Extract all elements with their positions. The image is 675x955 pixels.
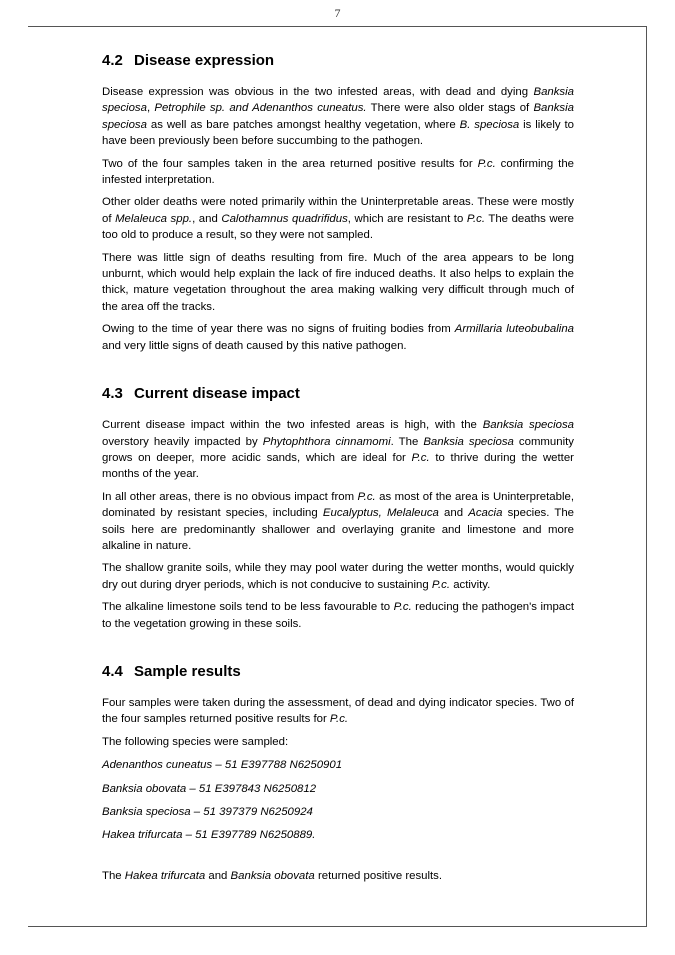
text-run: as most of the area is Uninterpretable, dominated by resistant species, including [102, 490, 574, 520]
sample-item [102, 804, 574, 820]
sample-text: Adenanthos cuneatus – 51 E397788 N6250901 [102, 759, 343, 772]
text-run: The [102, 869, 125, 882]
italic-run: Banksia speciosa [102, 102, 574, 131]
text-run: confirming the infested interpretation. [102, 157, 574, 187]
text-run: The deaths were too old to produce a result, so they were not sampled. [102, 212, 575, 242]
text-run: and [438, 507, 469, 520]
italic-run: Banksia obovata [230, 869, 315, 882]
italic-run: P.c. [477, 157, 496, 170]
text-run: Current disease impact within the two infested areas is high, with the [102, 419, 483, 432]
closing-paragraph [102, 868, 574, 884]
paragraph [102, 695, 574, 728]
section-heading [102, 385, 574, 403]
paragraph [102, 417, 574, 483]
text-run: The shallow granite soils, while they may pool water during the wetter months, would quickly dry out during dryer periods, which is not conducive to sustaining [102, 562, 574, 591]
italic-run: Eucalyptus, Melaleuca [322, 507, 439, 520]
italic-run: B. speciosa [459, 118, 520, 131]
italic-run: Armillaria luteobubalina [454, 323, 574, 336]
paragraph [102, 560, 574, 593]
italic-run: Acacia [468, 507, 503, 520]
sample-text: Banksia obovata – 51 E397843 N6250812 [102, 782, 317, 795]
italic-run: Banksia speciosa [423, 435, 514, 448]
paragraph [102, 194, 574, 243]
paragraph [102, 321, 574, 354]
italic-run: P.c. [329, 713, 349, 726]
paragraph [102, 84, 574, 150]
section-current-disease-impact [102, 385, 574, 632]
text-run: In all other areas, there is no obvious impact from [102, 490, 358, 503]
text-run: community grows on deeper, more acidic sands, which are ideal for [102, 435, 574, 464]
section-number: 4.2 [102, 52, 123, 69]
text-run: , and [192, 212, 222, 225]
italic-run: P.c. [411, 451, 430, 464]
text-run: , [146, 102, 155, 115]
paragraph [102, 156, 574, 189]
italic-run: Banksia speciosa [482, 419, 574, 432]
text-run: overstory heavily impacted by [102, 435, 263, 448]
text-run: activity. [450, 578, 491, 591]
section-title: Disease expression [134, 52, 275, 69]
sample-text: Hakea trifurcata – 51 E397789 N6250889. [102, 829, 316, 842]
section-heading [102, 663, 574, 681]
text-run: as well as bare patches amongst healthy vegetation, where [146, 118, 460, 131]
text-run: Two of the four samples taken in the area returned positive results for [102, 157, 478, 170]
section-sample-results [102, 663, 574, 884]
italic-run: P.c. [357, 490, 376, 503]
paragraph [102, 489, 574, 555]
text-run: Other older deaths were noted primarily within the Uninterpretable areas. These were mostly of [102, 196, 574, 225]
italic-run: P.c. [466, 212, 486, 225]
italic-run: P.c. [431, 578, 451, 591]
text-run: . The [390, 435, 424, 448]
text-run: and [205, 869, 231, 882]
document-body [102, 52, 574, 884]
text-run: Four samples were taken during the assessment, of dead and dying indicator species. Two of the four samples returned positive results for [102, 696, 574, 726]
italic-run: P.c. [393, 601, 412, 614]
paragraph [102, 250, 574, 316]
italic-run: Hakea trifurcata [124, 869, 206, 882]
text-run: The following species were sampled: [102, 735, 289, 748]
italic-run: Petrophile sp. and Adenanthos cuneatus. [154, 102, 367, 115]
text-run: is likely to have been previously been before succumbing to the pathogen. [102, 118, 574, 148]
text-run: returned positive results. [314, 869, 443, 882]
italic-run: Calothamnus quadrifidus [221, 212, 348, 225]
italic-run: Phytophthora cinnamomi [262, 435, 391, 448]
text-run: reducing the pathogen's impact to the vegetation growing in these soils. [102, 601, 574, 630]
section-number: 4.4 [102, 662, 123, 680]
text-run: There were also older stags of [366, 102, 534, 115]
sample-text: Banksia speciosa – 51 397379 N6250924 [102, 806, 313, 818]
section-title: Current disease impact [134, 385, 300, 403]
text-run: There was little sign of deaths resulting from fire. Much of the area appears to be long unburnt, which would help explain the lack of fire induced deaths. It also helps to explain the thick, mature vegetation throughout the area making walking very difficult through much of the area off the tracks. [102, 251, 574, 313]
section-disease-expression [102, 52, 574, 354]
sample-item [102, 757, 574, 773]
sample-item [102, 827, 574, 843]
text-run: species. The soils here are predominantly shallower and overlaying granite and limestone and more alkaline in nature. [102, 507, 574, 552]
italic-run: Banksia speciosa [102, 86, 574, 115]
text-run: and very little signs of death caused by this native pathogen. [102, 339, 407, 352]
text-run: Disease expression was obvious in the two infested areas, with dead and dying [102, 86, 534, 98]
text-run: , which are resistant to [347, 212, 467, 225]
paragraph [102, 599, 574, 632]
italic-run: Melaleuca spp. [115, 212, 193, 225]
text-run: Owing to the time of year there was no signs of fruiting bodies from [102, 323, 455, 336]
section-number: 4.3 [102, 385, 123, 403]
section-title: Sample results [134, 662, 241, 680]
section-heading [102, 52, 574, 70]
text-run: to thrive during the wetter months of the year. [102, 451, 574, 481]
text-run: The alkaline limestone soils tend to be less favourable to [102, 601, 394, 614]
paragraph [102, 734, 574, 750]
page-number: 7 [334, 6, 341, 20]
sample-item [102, 781, 574, 797]
